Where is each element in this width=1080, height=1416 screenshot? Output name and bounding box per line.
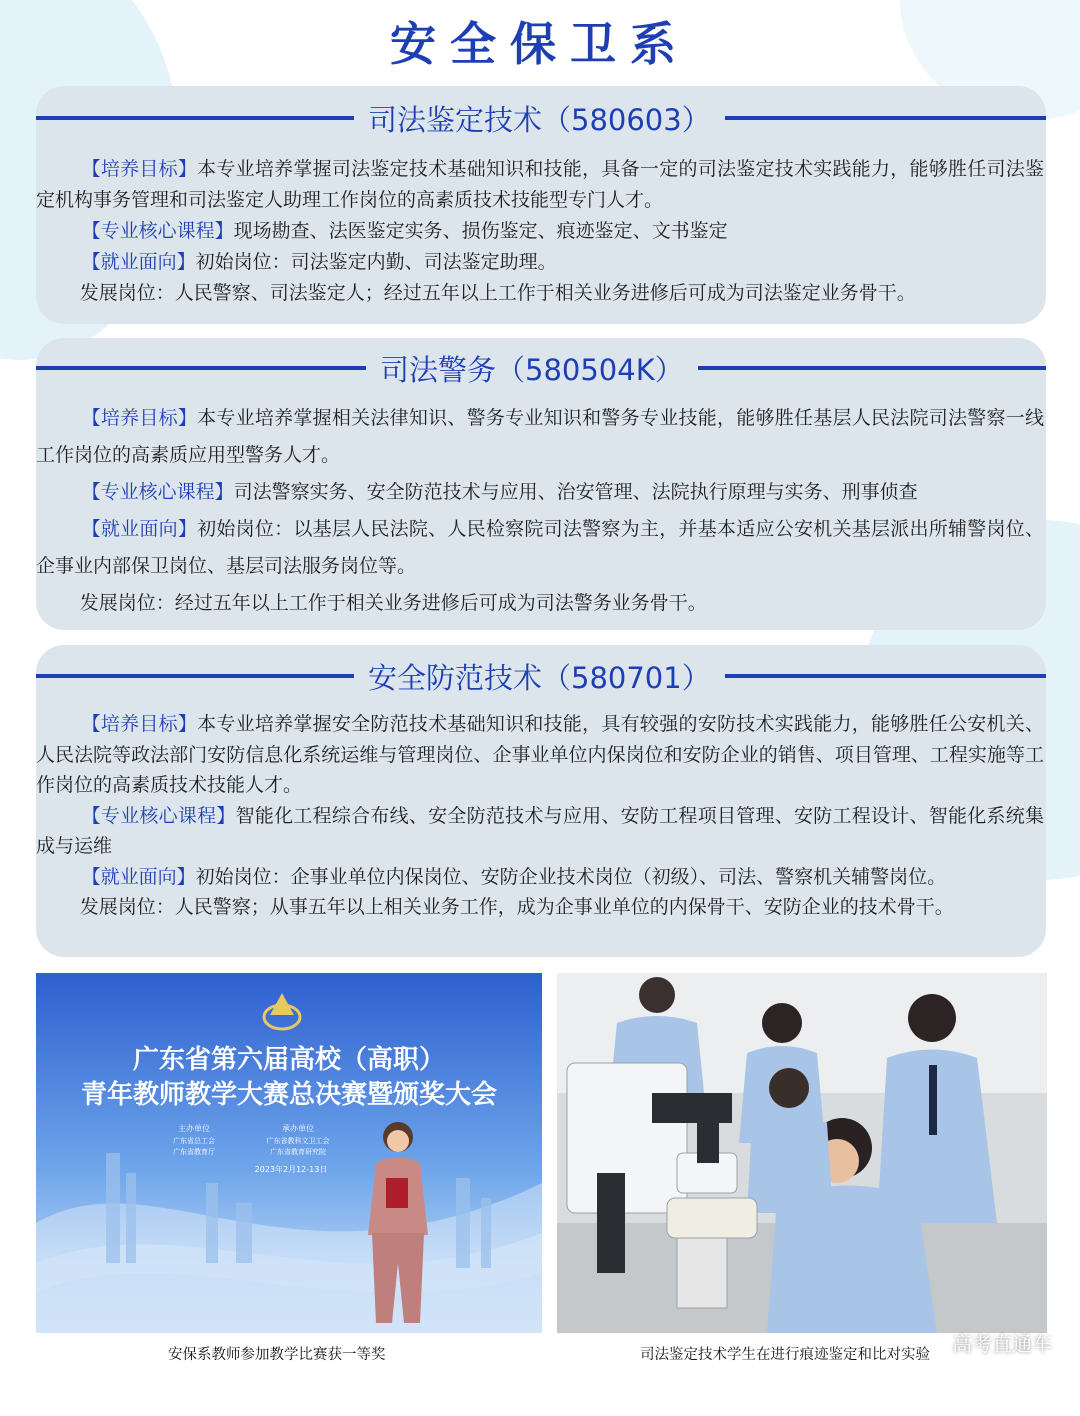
- program-header: [36, 348, 1046, 388]
- header-rule-left: [36, 366, 366, 370]
- page-title: 安全保卫系: [390, 17, 690, 71]
- section-text: 初始岗位：企事业单位内保岗位、安防企业技术岗位（初级）、司法、警察机关辅警岗位。: [195, 865, 947, 888]
- paragraph-jobs: [36, 511, 1044, 585]
- program-panel-judicial-police: [36, 338, 1046, 630]
- program-panel-security-tech: [36, 645, 1046, 957]
- paragraph-courses: [36, 216, 1044, 247]
- header-rule-left: [36, 674, 354, 678]
- section-text: 本专业培养掌握司法鉴定技术基础知识和技能，具备一定的司法鉴定技术实践能力，能够胜任司法鉴定机构事务管理和司法鉴定人助理工作岗位的高素质技术技能型专门人才。: [36, 158, 1044, 211]
- section-tag: 【培养目标】: [81, 407, 198, 429]
- program-title: 司法鉴定技术（580603）: [368, 102, 711, 137]
- paragraph-jobs: [36, 862, 1044, 893]
- program-body: [36, 709, 1046, 923]
- section-tag: 【就业面向】: [81, 865, 196, 888]
- paragraph-goal: [36, 709, 1044, 801]
- section-tag: 【培养目标】: [81, 158, 198, 180]
- section-text: 发展岗位：人民警察；从事五年以上相关业务工作，成为企事业单位的内保骨干、安防企业的技术骨干。: [79, 896, 954, 918]
- paragraph-goal: [36, 400, 1044, 474]
- paragraph-goal: [36, 154, 1044, 216]
- organizer-1: 广东省教科文卫工会: [266, 1137, 330, 1145]
- section-text: 司法警察实务、安全防范技术与应用、治安管理、法院执行原理与实务、刑事侦查: [233, 481, 918, 503]
- paragraph-courses: [36, 474, 1044, 511]
- section-text: 现场勘查、法医鉴定实务、损伤鉴定、痕迹鉴定、文书鉴定: [233, 220, 728, 242]
- header-rule-right: [725, 674, 1046, 678]
- section-text: 发展岗位：经过五年以上工作于相关业务进修后可成为司法警务业务骨干。: [79, 592, 707, 614]
- section-tag: 【培养目标】: [81, 713, 198, 735]
- header-rule-right: [725, 116, 1046, 120]
- program-title: 司法警务（580504K）: [380, 352, 684, 387]
- program-panel-forensic: [36, 86, 1046, 324]
- header-rule-left: [36, 116, 354, 120]
- caption-right-photo: 司法鉴定技术学生在进行痕迹鉴定和比对实验: [640, 1347, 930, 1363]
- section-text: 初始岗位：司法鉴定内勤、司法鉴定助理。: [195, 251, 557, 273]
- section-tag: 【专业核心课程】: [81, 804, 236, 827]
- banner-line-2: 青年教师教学大赛总决赛暨颁奖大会: [80, 1080, 498, 1110]
- organizer-label: 承办单位: [282, 1124, 314, 1133]
- section-text: 发展岗位：人民警察、司法鉴定人；经过五年以上工作于相关业务进修后可成为司法鉴定业务骨干。: [79, 282, 916, 304]
- paragraph-career: [36, 278, 1044, 309]
- program-body: [36, 400, 1046, 622]
- program-body: [36, 154, 1046, 309]
- section-text: 智能化工程综合布线、安全防范技术与应用、安防工程项目管理、安防工程设计、智能化系统集成与运维: [36, 804, 1044, 857]
- host-2: 广东省教育厅: [173, 1148, 215, 1156]
- paragraph-career: [36, 892, 1044, 923]
- section-text: 本专业培养掌握安全防范技术基础知识和技能，具有较强的安防技术实践能力，能够胜任公安机关、人民法院等政法部门安防信息化系统运维与管理岗位、企事业单位内保岗位和安防企业的销售、项目管理、工程实施等工作岗位的高素质技术技能人才。: [36, 713, 1044, 796]
- photo-award-ceremony: [36, 973, 542, 1333]
- section-tag: 【专业核心课程】: [81, 220, 234, 242]
- caption-left-photo: 安保系教师参加教学比赛获一等奖: [168, 1347, 386, 1363]
- section-text: 本专业培养掌握相关法律知识、警务专业知识和警务专业技能，能够胜任基层人民法院司法警察一线工作岗位的高素质应用型警务人才。: [36, 407, 1044, 466]
- section-tag: 【就业面向】: [81, 251, 196, 273]
- watermark: 高考直通车: [952, 1332, 1052, 1356]
- section-tag: 【就业面向】: [81, 518, 198, 540]
- header-rule-right: [698, 366, 1046, 370]
- photo-forensic-lab: [557, 973, 1047, 1333]
- paragraph-career: [36, 585, 1044, 622]
- event-date: 2023年2月12-13日: [254, 1165, 328, 1174]
- paragraph-jobs: [36, 247, 1044, 278]
- organizer-2: 广东省教育研究院: [270, 1148, 326, 1156]
- paragraph-courses: [36, 801, 1044, 862]
- program-header: [36, 656, 1046, 696]
- award-ceremony-illustration: [36, 973, 542, 1333]
- section-text: 初始岗位：以基层人民法院、人民检察院司法警察为主，并基本适应公安机关基层派出所辅警岗位、企事业内部保卫岗位、基层司法服务岗位等。: [36, 518, 1044, 577]
- host-label: 主办单位: [178, 1124, 210, 1133]
- host-1: 广东省总工会: [173, 1137, 215, 1145]
- program-title: 安全防范技术（580701）: [368, 660, 711, 695]
- section-tag: 【专业核心课程】: [81, 481, 234, 503]
- forensic-lab-illustration: [557, 973, 1047, 1333]
- banner-line-1: 广东省第六届高校（高职）: [132, 1045, 446, 1075]
- program-header: [36, 98, 1046, 138]
